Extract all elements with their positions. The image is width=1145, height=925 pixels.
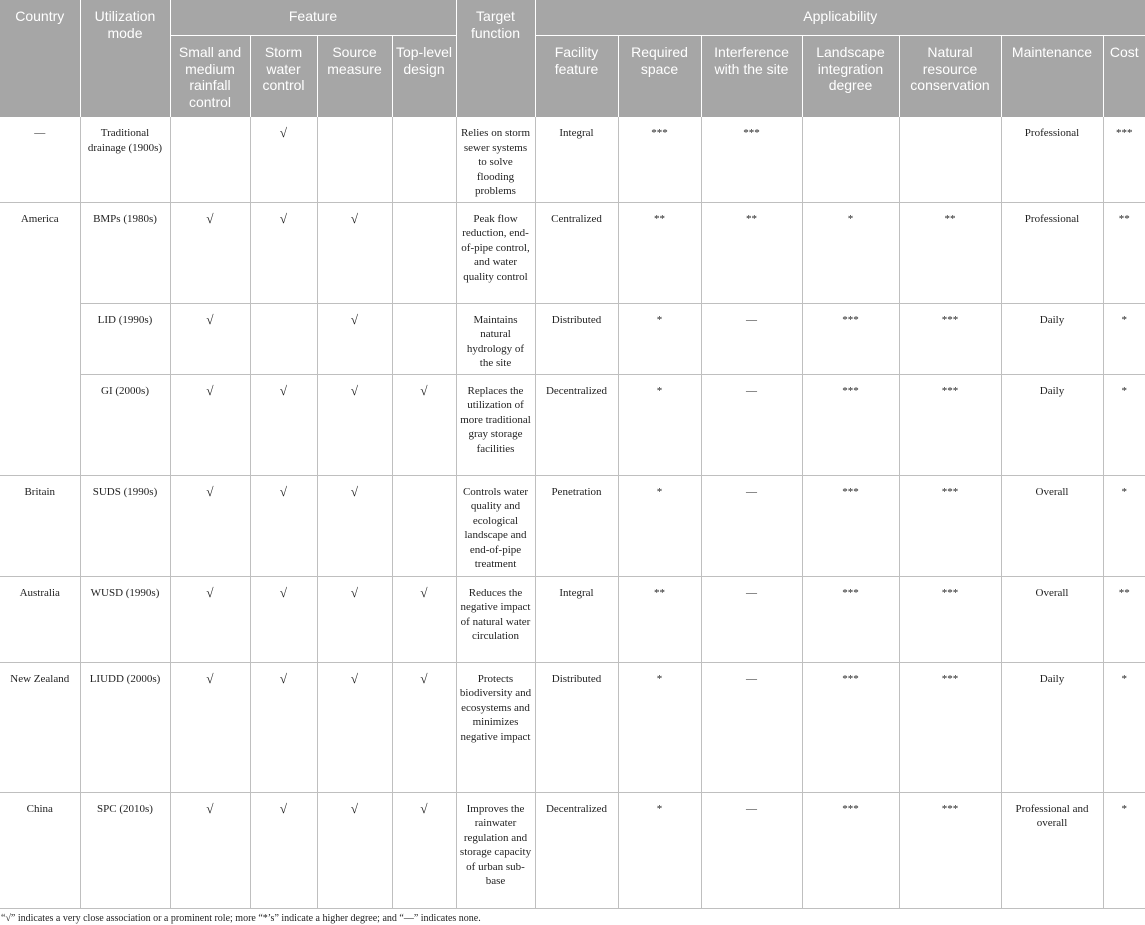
cell-interference: ** (701, 202, 802, 303)
cell-country: China (0, 792, 80, 908)
cell-maintenance: Daily (1001, 374, 1103, 475)
table-header (0, 0, 1145, 117)
cell-target: Improves the rainwater regulation and storage capacity of urban sub-base (456, 792, 535, 908)
cell-country: Britain (0, 475, 80, 576)
cell-target: Replaces the utilization of more traditional gray storage facilities (456, 374, 535, 475)
cell-interference: — (701, 475, 802, 576)
cell-space: * (618, 475, 701, 576)
header-natural-resource: Natural resource conservation (899, 36, 1001, 118)
cell-small-medium: √ (170, 374, 250, 475)
cell-cost: * (1103, 662, 1145, 792)
cell-small-medium: √ (170, 576, 250, 662)
cell-mode: Traditional drainage (1900s) (80, 117, 170, 202)
cell-landscape (802, 117, 899, 202)
cell-mode: BMPs (1980s) (80, 202, 170, 303)
header-source-measure: Source measure (317, 36, 392, 118)
cell-mode: GI (2000s) (80, 374, 170, 475)
cell-facility: Centralized (535, 202, 618, 303)
cell-storm: √ (250, 662, 317, 792)
cell-natural: *** (899, 475, 1001, 576)
cell-storm: √ (250, 576, 317, 662)
cell-maintenance: Overall (1001, 576, 1103, 662)
header-top-level-design: Top-level design (392, 36, 456, 118)
cell-interference: — (701, 662, 802, 792)
cell-small-medium: √ (170, 662, 250, 792)
cell-top-level (392, 117, 456, 202)
cell-maintenance: Daily (1001, 303, 1103, 374)
cell-mode: SPC (2010s) (80, 792, 170, 908)
cell-target: Controls water quality and ecological landscape and end-of-pipe treatment (456, 475, 535, 576)
cell-facility: Distributed (535, 303, 618, 374)
header-applicability-group: Applicability (535, 0, 1145, 36)
header-facility-feature: Facility feature (535, 36, 618, 118)
cell-top-level: √ (392, 792, 456, 908)
cell-source: √ (317, 475, 392, 576)
cell-top-level (392, 303, 456, 374)
cell-facility: Integral (535, 576, 618, 662)
cell-target: Reduces the negative impact of natural water circulation (456, 576, 535, 662)
cell-source: √ (317, 662, 392, 792)
cell-top-level: √ (392, 576, 456, 662)
table-row (0, 792, 1145, 908)
cell-space: *** (618, 117, 701, 202)
cell-storm: √ (250, 792, 317, 908)
cell-small-medium: √ (170, 202, 250, 303)
cell-storm: √ (250, 475, 317, 576)
header-utilization-mode: Utilization mode (80, 0, 170, 117)
cell-facility: Penetration (535, 475, 618, 576)
cell-country: America (0, 202, 80, 475)
cell-top-level: √ (392, 374, 456, 475)
cell-landscape: *** (802, 576, 899, 662)
table-row (0, 576, 1145, 662)
table-row (0, 303, 1145, 374)
cell-interference: — (701, 576, 802, 662)
cell-country: — (0, 117, 80, 202)
header-maintenance: Maintenance (1001, 36, 1103, 118)
table-row (0, 117, 1145, 202)
cell-target: Peak flow reduction, end-of-pipe control, and water quality control (456, 202, 535, 303)
cell-top-level: √ (392, 662, 456, 792)
cell-natural: *** (899, 576, 1001, 662)
cell-cost: ** (1103, 202, 1145, 303)
table-footnote: “√” indicates a very close association or a prominent role; more “*’s” indicate a higher degree; and “—” indicates none. (1, 913, 481, 924)
cell-maintenance: Daily (1001, 662, 1103, 792)
cell-maintenance: Professional and overall (1001, 792, 1103, 908)
table-row (0, 662, 1145, 792)
cell-space: * (618, 792, 701, 908)
cell-facility: Decentralized (535, 792, 618, 908)
cell-space: ** (618, 576, 701, 662)
cell-country: Australia (0, 576, 80, 662)
cell-landscape: * (802, 202, 899, 303)
cell-country: New Zealand (0, 662, 80, 792)
cell-space: * (618, 662, 701, 792)
cell-cost: * (1103, 374, 1145, 475)
cell-storm (250, 303, 317, 374)
cell-landscape: *** (802, 662, 899, 792)
cell-cost: * (1103, 475, 1145, 576)
cell-facility: Distributed (535, 662, 618, 792)
cell-landscape: *** (802, 303, 899, 374)
cell-storm: √ (250, 202, 317, 303)
cell-natural: *** (899, 792, 1001, 908)
cell-small-medium: √ (170, 792, 250, 908)
cell-space: * (618, 374, 701, 475)
cell-natural: *** (899, 303, 1001, 374)
cell-small-medium: √ (170, 475, 250, 576)
header-required-space: Required space (618, 36, 701, 118)
cell-source: √ (317, 202, 392, 303)
cell-natural: *** (899, 662, 1001, 792)
cell-mode: SUDS (1990s) (80, 475, 170, 576)
header-storm-water: Storm water control (250, 36, 317, 118)
cell-cost: ** (1103, 576, 1145, 662)
cell-cost: * (1103, 303, 1145, 374)
cell-mode: LID (1990s) (80, 303, 170, 374)
cell-space: * (618, 303, 701, 374)
cell-natural: *** (899, 374, 1001, 475)
cell-maintenance: Professional (1001, 117, 1103, 202)
cell-source: √ (317, 576, 392, 662)
cell-source: √ (317, 374, 392, 475)
header-small-medium-rainfall: Small and medium rainfall control (170, 36, 250, 118)
cell-landscape: *** (802, 374, 899, 475)
cell-storm: √ (250, 117, 317, 202)
cell-small-medium: √ (170, 303, 250, 374)
cell-landscape: *** (802, 475, 899, 576)
cell-source (317, 117, 392, 202)
cell-mode: LIUDD (2000s) (80, 662, 170, 792)
cell-storm: √ (250, 374, 317, 475)
header-landscape-integration: Landscape integration degree (802, 36, 899, 118)
cell-small-medium (170, 117, 250, 202)
cell-target: Maintains natural hydrology of the site (456, 303, 535, 374)
cell-natural (899, 117, 1001, 202)
cell-maintenance: Professional (1001, 202, 1103, 303)
cell-space: ** (618, 202, 701, 303)
cell-interference: — (701, 303, 802, 374)
cell-natural: ** (899, 202, 1001, 303)
cell-target: Relies on storm sewer systems to solve flooding problems (456, 117, 535, 202)
cell-source: √ (317, 303, 392, 374)
table-row (0, 374, 1145, 475)
cell-target: Protects biodiversity and ecosystems and minimizes negative impact (456, 662, 535, 792)
cell-top-level (392, 202, 456, 303)
cell-mode: WUSD (1990s) (80, 576, 170, 662)
header-country: Country (0, 0, 80, 117)
cell-interference: — (701, 792, 802, 908)
cell-interference: — (701, 374, 802, 475)
header-cost: Cost (1103, 36, 1145, 118)
header-feature-group: Feature (170, 0, 456, 36)
table-body (0, 117, 1145, 908)
cell-top-level (392, 475, 456, 576)
cell-facility: Decentralized (535, 374, 618, 475)
header-target-function: Target function (456, 0, 535, 117)
table-row (0, 475, 1145, 576)
cell-interference: *** (701, 117, 802, 202)
cell-facility: Integral (535, 117, 618, 202)
cell-source: √ (317, 792, 392, 908)
cell-cost: *** (1103, 117, 1145, 202)
cell-maintenance: Overall (1001, 475, 1103, 576)
header-interference: Interference with the site (701, 36, 802, 118)
table-row (0, 202, 1145, 303)
cell-cost: * (1103, 792, 1145, 908)
cell-landscape: *** (802, 792, 899, 908)
